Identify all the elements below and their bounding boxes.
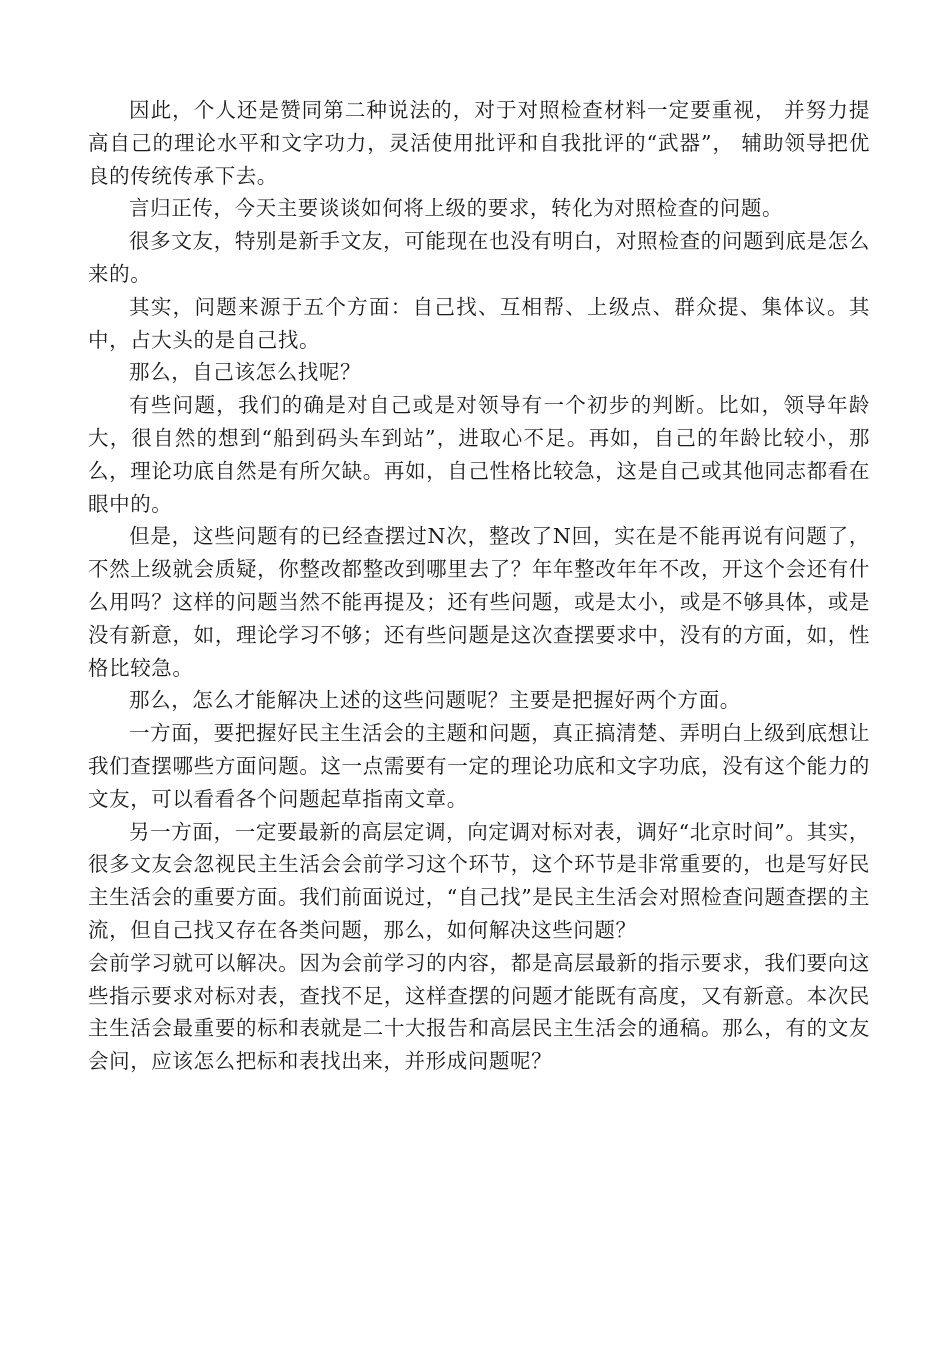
document-body (88, 94, 870, 1078)
paragraph-2: 言归正传，今天主要谈谈如何将上级的要求，转化为对照检查的问题。 (129, 196, 784, 221)
paragraph-3: 很多文友，特别是新手文友，可能现在也没有明白，对照检查的问题到底是怎么来的。 (88, 229, 870, 286)
paragraph-4: 其实，问题来源于五个方面：自己找、互相帮、上级点、群众提、集体议。其中，占大头的是自己找。 (88, 294, 870, 352)
paragraph-5: 那么，自己该怎么找呢？ (129, 360, 362, 385)
paragraph-8: 那么，怎么才能解决上述的这些问题呢？主要是把握好两个方面。 (129, 688, 741, 713)
paragraph-9: 一方面，要把握好民主生活会的主题和问题，真正搞清楚、弄明白上级到底想让我们查摆哪些方面问题。这一点需要有一定的理论功底和文字功底，没有这个能力的文友，可以看看各个问题起草指南文章。 (88, 721, 870, 811)
paragraph-6: 有些问题，我们的确是对自己或是对领导有一个初步的判断。比如，领导年龄大，很自然的想到“船到码头车到站”，进取心不足。再如，自己的年龄比较小，那么，理论功底自然是有所欠缺。再如，自己性格比较急，这是自己或其他同志都看在眼中的。 (88, 393, 870, 516)
paragraph-1: 因此，个人还是赞同第二种说法的，对于对照检查材料一定要重视， 并努力提高自己的理论水平和文字功力，灵活使用批评和自我批评的“武器”， 辅助领导把优良的传统传承下去。 (88, 98, 870, 188)
paragraph-10: 另一方面，一定要最新的高层定调，向定调对标对表，调好“北京时间”。其实，很多文友会忽视民主生活会会前学习这个环节，这个环节是非常重要的，也是写好民主生活会的重要方面。我们前面说过，“自己找”是民主生活会对照检查问题查摆的主流，但自己找又存在各类问题，那么，如何解决这些问题？ (88, 819, 870, 942)
paragraph-11: 会前学习就可以解决。因为会前学习的内容，都是高层最新的指示要求，我们要向这些指示要求对标对表，查找不足，这样查摆的问题才能既有高度，又有新意。本次民主生活会最重要的标和表就是二十大报告和高层民主生活会的通稿。那么，有的文友会问，应该怎么把标和表找出来，并形成问题呢？ (88, 950, 870, 1074)
paragraph-7: 但是，这些问题有的已经查摆过N次，整改了N回，实在是不能再说有问题了，不然上级就会质疑，你整改都整改到哪里去了？年年整改年年不改，开这个会还有什么用吗？这样的问题当然不能再提及；还有些问题，或是太小，或是不够具体，或是没有新意，如，理论学习不够；还有些问题是这次查摆要求中，没有的方面，如，性格比较急。 (88, 524, 870, 680)
